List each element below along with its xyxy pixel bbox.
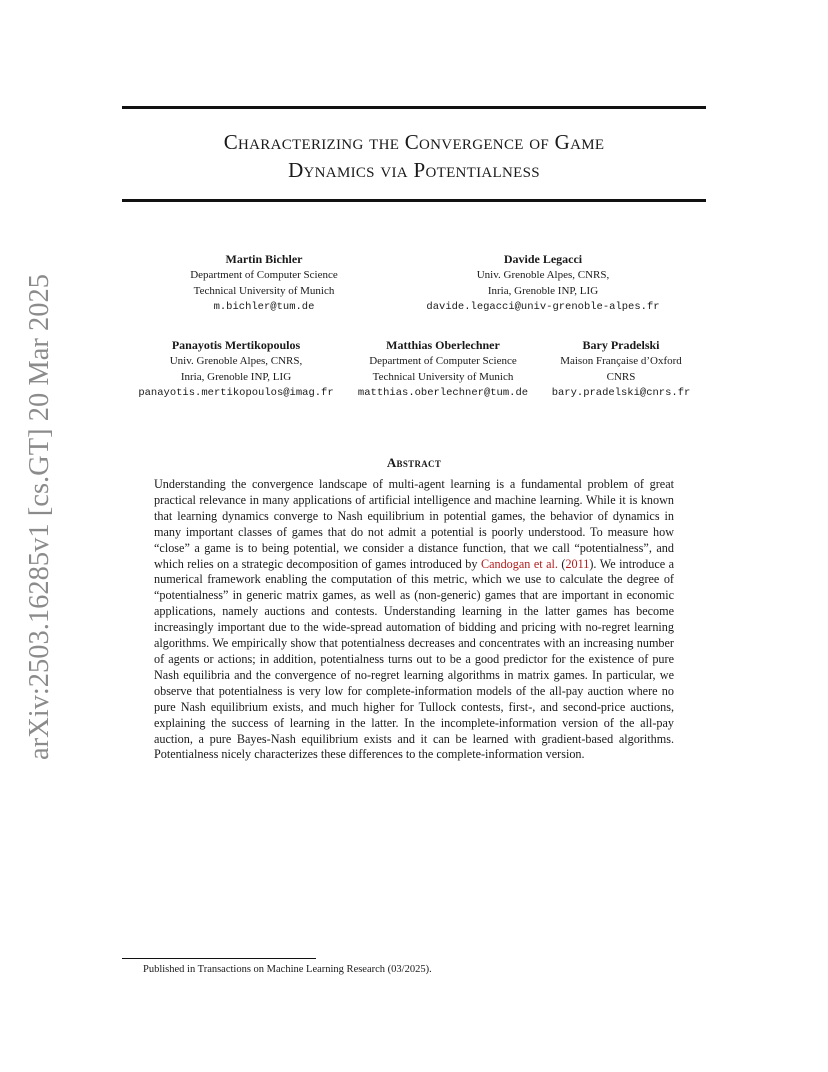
author-affiliation: Technical University of Munich — [193, 285, 335, 297]
paper-title — [122, 128, 706, 184]
author-block — [400, 251, 686, 315]
author-affiliation: Maison Française d’Oxford — [560, 355, 682, 367]
title-rule-bottom — [122, 199, 706, 202]
author-affiliation: CNRS — [606, 371, 636, 383]
author-block — [352, 337, 534, 401]
author-block — [128, 337, 344, 401]
title-line-1: Characterizing the Convergence of Game — [223, 130, 605, 154]
author-block — [546, 337, 696, 401]
author-name: Davide Legacci — [503, 252, 583, 266]
author-name: Panayotis Mertikopoulos — [171, 338, 301, 352]
author-affiliation: Technical University of Munich — [372, 371, 514, 383]
author-name: Martin Bichler — [225, 252, 303, 266]
author-block — [162, 251, 366, 315]
citation-year-link[interactable]: 2011 — [565, 556, 590, 571]
footnote: Published in Transactions on Machine Learning Research (03/2025). — [143, 964, 432, 975]
abstract-heading: Abstract — [386, 455, 442, 470]
arxiv-stamp: arXiv:2503.16285v1 [cs.GT] 20 Mar 2025 — [24, 273, 55, 760]
author-affiliation: Department of Computer Science — [190, 269, 338, 281]
abstract-body: Understanding the convergence landscape of multi-agent learning is a fundamental problem of great practical relevance in many applications of artificial intelligence and machine learning. While it is known that learning dynamics converge to Nash equilibrium in potential games, the behavior of dynamics in many important classes of games that do not admit a potential is poorly understood. To measure how “close” a game is to being potential, we consider a distance function, that we call “potentialness”, and which relies on a strategic decomposition of games introduced by Candogan et al. (2011). We introduce a numerical framework enabling the computation of this metric, which we use to calculate the degree of “potentialness” in generic matrix games, as well as (non-generic) games that are important in economic applications, namely auctions and contests. Understanding learning in the latter games has become increasingly important due to the wide-spread automation of bidding and pricing with no-regret learning algorithms. We empirically show that potentialness decreases and concentrates with an increasing number of agents or actions; in addition, potentialness turns out to be a good predictor for the existence of pure Nash equilibria and the convergence of no-regret learning algorithms in matrix games. In particular, we observe that potentialness is very low for complete-information models of the all-pay auction where no pure Nash equilibrium exists, and much higher for Tullock contests, first-, and second-price auctions, explaining the success of learning in the latter. In the incomplete-information version of the all-pay auction, a pure Bayes-Nash equilibrium exists and it can be learned with gradient-based algorithms. Potentialness nicely characterizes these differences to the complete-information version. — [154, 477, 674, 762]
author-email[interactable]: matthias.oberlechner@tum.de — [357, 387, 529, 399]
abstract-text: Understanding the convergence landscape of multi-agent learning is a fundamental problem of great practical relevance in many applications of artificial intelligence and machine learning. While it is known that learning dynamics converge to Nash equilibrium in potential games, the behavior of dynamics in many important classes of games that do not admit a potential is poorly understood. To measure how “close” a game is to being potential, we consider a distance function, that we call “potentialness”, and which relies on a strategic decomposition of games introduced by — [154, 477, 674, 571]
author-email[interactable]: bary.pradelski@cnrs.fr — [551, 387, 691, 399]
author-affiliation: Univ. Grenoble Alpes, CNRS, — [476, 269, 610, 281]
abstract-text: We introduce a numerical framework enabling the computation of this metric, which we use to calculate the degree of “potentialness” in generic matrix games, as well as (non-generic) games that are important in economic applications, namely auctions and contests. Understanding learning in the latter games has become increasingly important due to the wide-spread automation of bidding and pricing with no-regret learning algorithms. We empirically show that potentialness decreases and concentrates with an increasing number of agents or actions; in addition, potentialness turns out to be a good predictor for the existence of pure Nash equilibria and the convergence of no-regret learning algorithms in matrix games. In particular, we observe that potentialness is very low for complete-information models of the all-pay auction where no pure Nash equilibrium exists, and much higher for Tullock contests, first-, and second-price auctions, explaining the success of learning in the latter. In the incomplete-information version of the all-pay auction, a pure Bayes-Nash equilibrium exists and it can be learned with gradient-based algorithms. Potentialness nicely characterizes these differences to the complete-information version. — [154, 556, 674, 762]
author-affiliation: Inria, Grenoble INP, LIG — [487, 285, 599, 297]
author-affiliation: Univ. Grenoble Alpes, CNRS, — [169, 355, 303, 367]
title-rule-top — [122, 106, 706, 109]
author-email[interactable]: davide.legacci@univ-grenoble-alpes.fr — [426, 301, 660, 313]
author-name: Bary Pradelski — [582, 338, 660, 352]
author-affiliation: Department of Computer Science — [369, 355, 517, 367]
citation-link[interactable]: Candogan et al. — [480, 556, 558, 571]
author-name: Matthias Oberlechner — [386, 338, 500, 352]
author-email[interactable]: panayotis.mertikopoulos@imag.fr — [138, 387, 334, 399]
author-affiliation: Inria, Grenoble INP, LIG — [180, 371, 292, 383]
author-email[interactable]: m.bichler@tum.de — [213, 301, 315, 313]
footnote-rule — [122, 958, 316, 959]
title-line-2: Dynamics via Potentialness — [288, 158, 540, 182]
